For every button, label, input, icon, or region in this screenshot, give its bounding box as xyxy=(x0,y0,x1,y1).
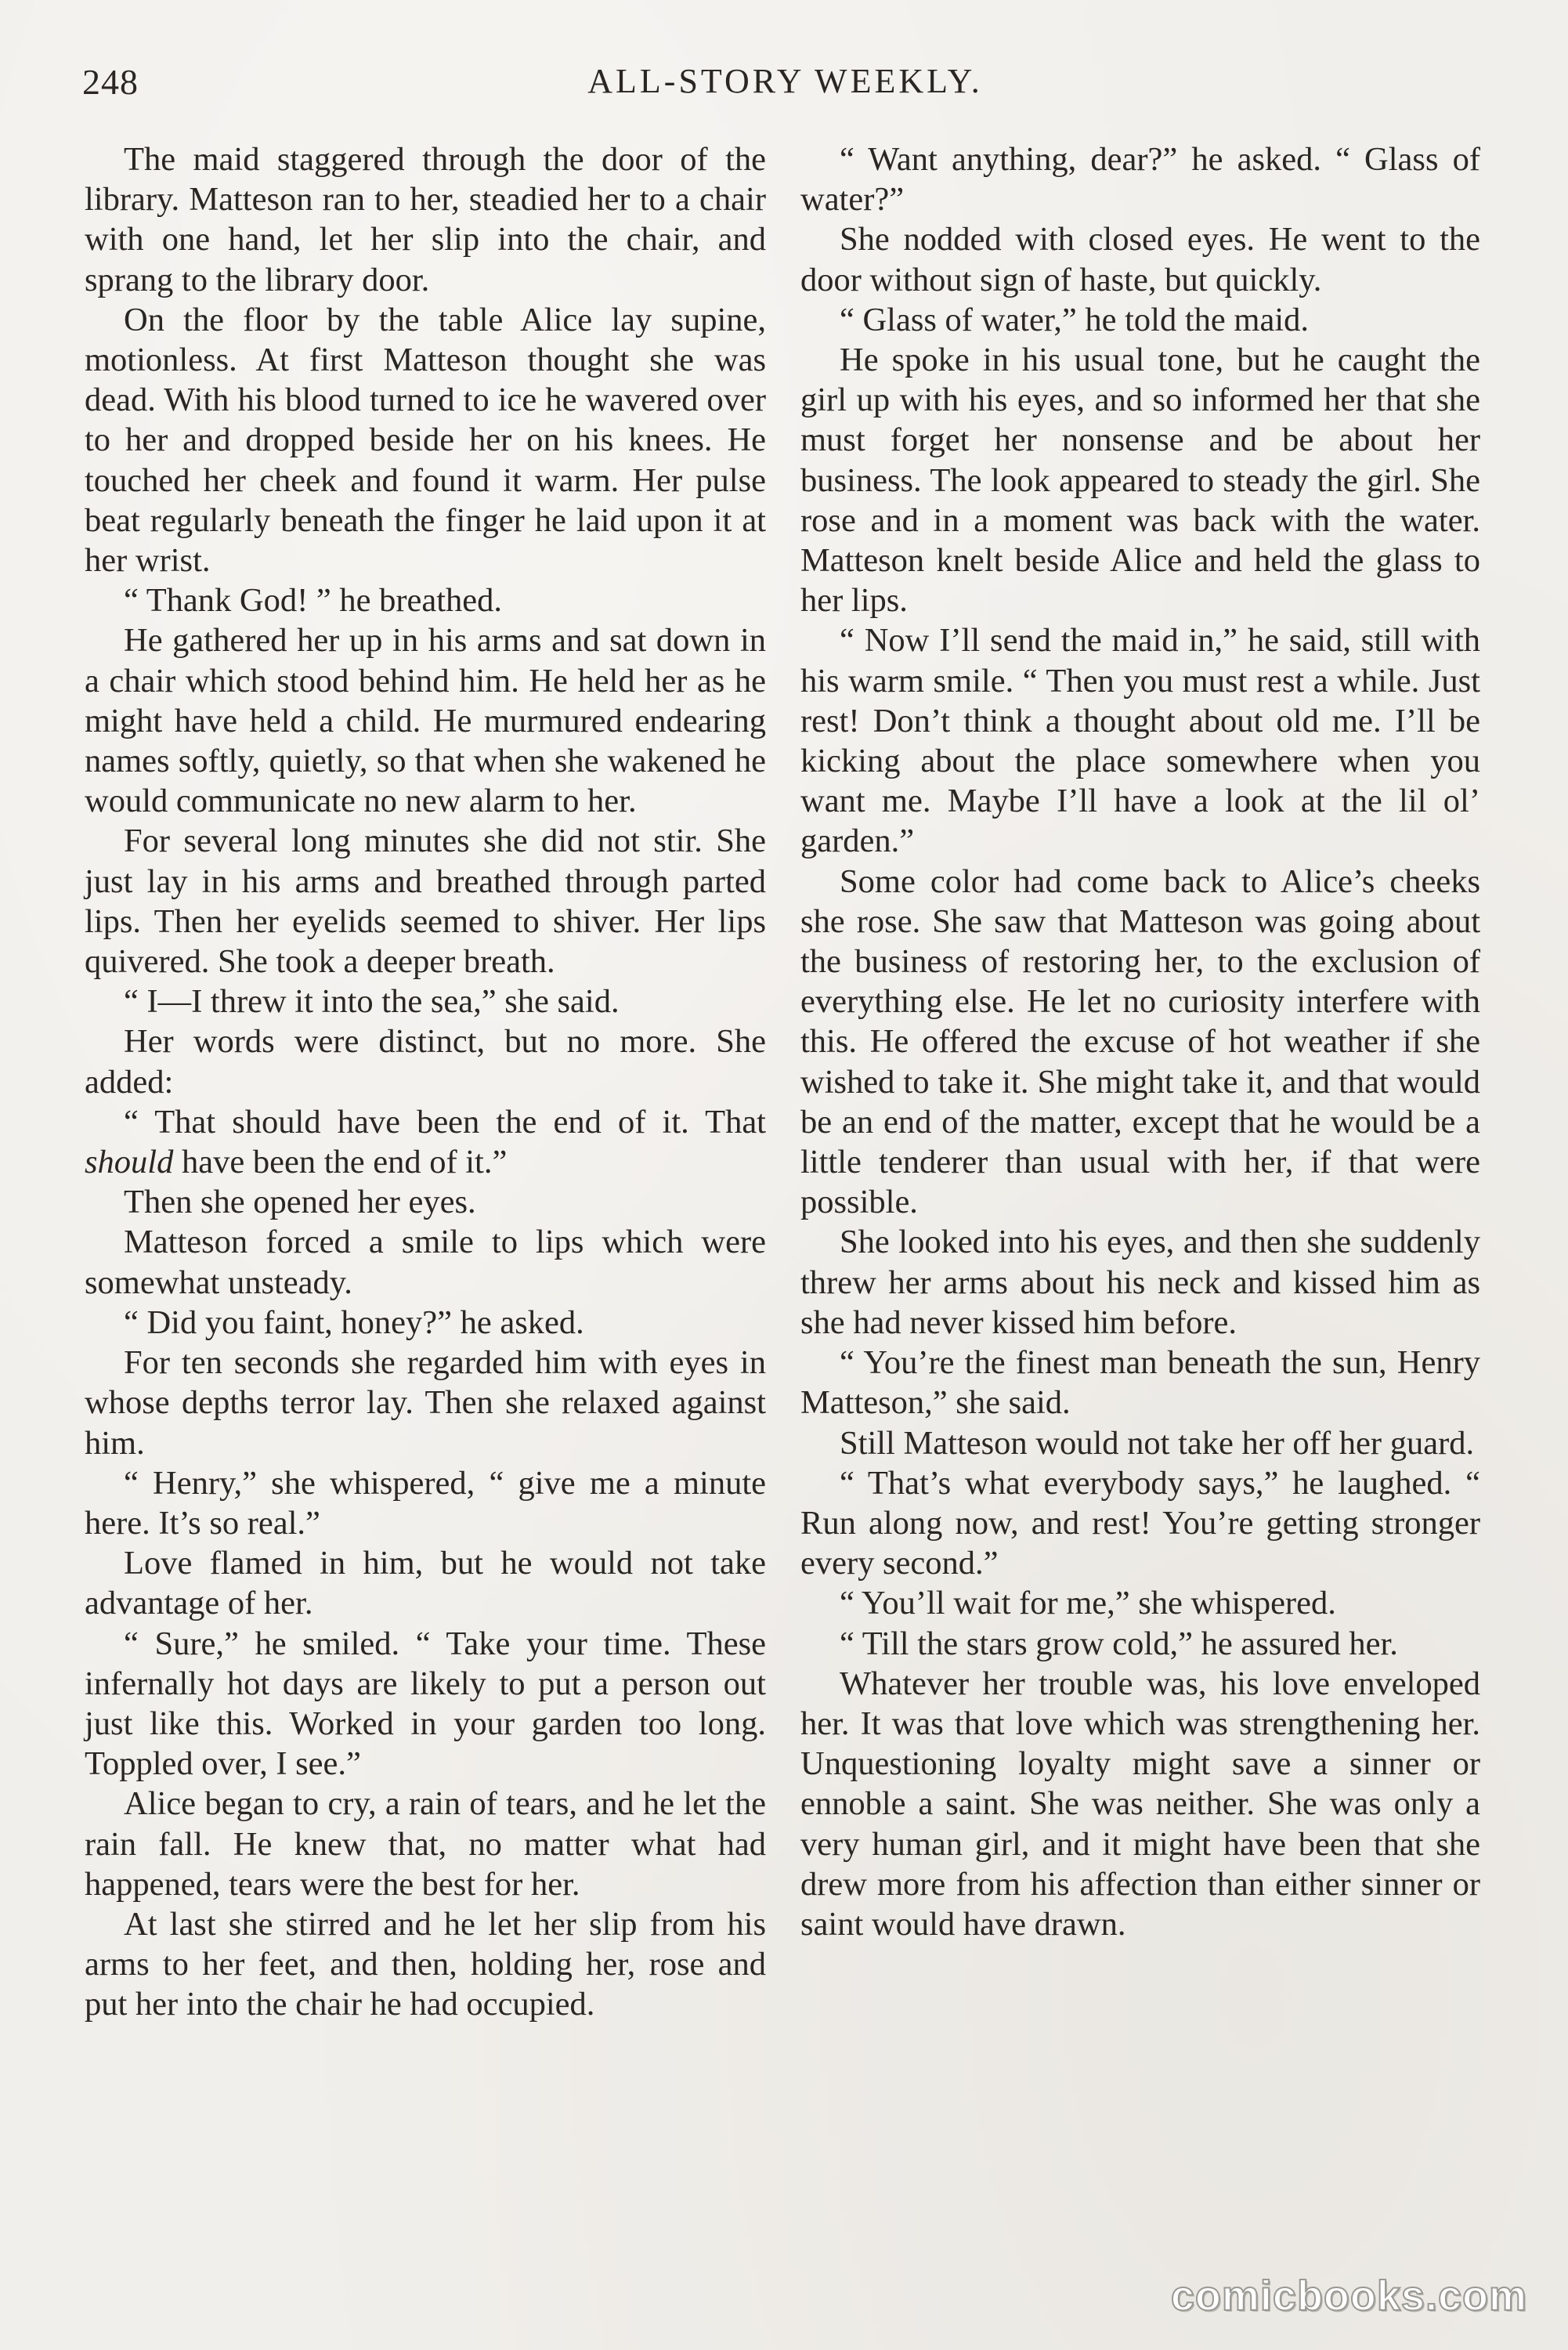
paragraph: Matteson forced a smile to lips which were somewhat unsteady. xyxy=(85,1224,766,1301)
paragraph: “ Henry,” she whispered, “ give me a minute here. It’s so real.” xyxy=(85,1464,766,1542)
paragraph: “ That’s what everybody says,” he laughed. “ Run along now, and rest! You’re getting stronger every second.” xyxy=(800,1464,1480,1582)
paragraph: Still Matteson would not take her off her guard. xyxy=(840,1424,1475,1462)
paragraph: The maid staggered through the door of the library. Matteson ran to her, steadied her to a chair with one hand, let her slip into the chair, and sprang to the library door. xyxy=(85,141,766,298)
paragraph: “ Till the stars grow cold,” he assured her. xyxy=(840,1625,1398,1662)
paragraph: “ Thank God! ” he breathed. xyxy=(124,582,503,620)
watermark: comicbooks.com xyxy=(1170,2272,1527,2319)
running-head: ALL-STORY WEEKLY. xyxy=(587,62,983,100)
italic-word: should xyxy=(85,1144,174,1181)
paragraph: For ten seconds she regarded him with eyes in whose depths terror lay. Then she relaxed against him. xyxy=(85,1344,766,1462)
paragraph: “ You’ll wait for me,” she whispered. xyxy=(840,1585,1336,1622)
paragraph: “ Want anything, dear?” he asked. “ Glass of water?” xyxy=(800,141,1480,219)
paragraph: Then she opened her eyes. xyxy=(124,1184,476,1221)
paragraph: “ Sure,” he smiled. “ Take your time. These infernally hot days are likely to put a person out just like this. Worked in your garden too long. Toppled over, I see.” xyxy=(85,1625,766,1783)
paragraph: He spoke in his usual tone, but he caught the girl up with his eyes, and so informed her that she must forget her nonsense and be about her business. The look appeared to steady the girl. She rose and in a moment was back with the water. Matteson knelt beside Alice and held the glass to her lips. xyxy=(800,342,1480,620)
paragraph: “ You’re the finest man beneath the sun, Henry Matteson,” she said. xyxy=(800,1344,1480,1422)
paragraph: Love flamed in him, but he would not take advantage of her. xyxy=(85,1545,766,1622)
paragraph: Her words were distinct, but no more. She added: xyxy=(85,1023,766,1101)
paragraph-text: “ That should have been the end of it. That xyxy=(124,1103,766,1141)
paragraph: She nodded with closed eyes. He went to the door without sign of haste, but quickly. xyxy=(800,221,1480,298)
paragraph: On the floor by the table Alice lay supine, motionless. At first Matteson thought she was dead. With his blood turned to ice he wavered over to her and dropped beside her on his knees. He touched her cheek and found it warm. Her pulse beat regularly beneath the finger he laid upon it at her wrist. xyxy=(85,301,766,580)
page-number: 248 xyxy=(82,62,139,102)
paragraph-text: have been the end of it.” xyxy=(173,1144,508,1181)
paragraph: For several long minutes she did not stir. She just lay in his arms and breathed through parted lips. Then her eyelids seemed to shiver. Her lips quivered. She took a deeper breath. xyxy=(85,822,766,981)
right-column xyxy=(800,139,1480,1944)
paragraph: At last she stirred and he let her slip from his arms to her feet, and then, holding her, rose and put her into the chair he had occupied. xyxy=(85,1905,766,2023)
paragraph: Some color had come back to Alice’s cheeks she rose. She saw that Matteson was going about the business of restoring her, to the exclusion of everything else. He let no curiosity interfere with this. He offered the excuse of hot weather if she wished to take it. She might take it, and that would be an end of the matter, except that he would be a little tenderer than usual with her, if that were possible. xyxy=(800,862,1480,1221)
paragraph: “ Now I’ll send the maid in,” he said, still with his warm smile. “ Then you must rest a while. Just rest! Don’t think a thought about old me. I’ll be kicking about the place somewhere when you want me. Maybe I’ll have a look at the lil ol’ garden.” xyxy=(800,622,1480,860)
paragraph: Alice began to cry, a rain of tears, and he let the rain fall. He knew that, no matter what had happened, tears were the best for her. xyxy=(85,1785,766,1903)
page-header xyxy=(82,61,1488,116)
paragraph: “ Did you faint, honey?” he asked. xyxy=(124,1303,584,1341)
paragraph xyxy=(85,1102,766,1182)
left-column xyxy=(85,139,766,2025)
paragraph: “ I—I threw it into the sea,” she said. xyxy=(124,983,620,1021)
paragraph: “ Glass of water,” he told the maid. xyxy=(840,301,1310,338)
paragraph: She looked into his eyes, and then she suddenly threw her arms about his neck and kissed him as she had never kissed him before. xyxy=(800,1224,1480,1341)
paragraph: Whatever her trouble was, his love enveloped her. It was that love which was strengthening her. Unquestioning loyalty might save a sinner or ennoble a saint. She was neither. She was only a very human girl, and it might have been that she drew more from his affection than either sinner or saint would have drawn. xyxy=(800,1665,1480,1943)
paragraph: He gathered her up in his arms and sat down in a chair which stood behind him. He held her as he might have held a child. He murmured endearing names softly, quietly, so that when she wakened he would communicate no new alarm to her. xyxy=(85,622,766,820)
